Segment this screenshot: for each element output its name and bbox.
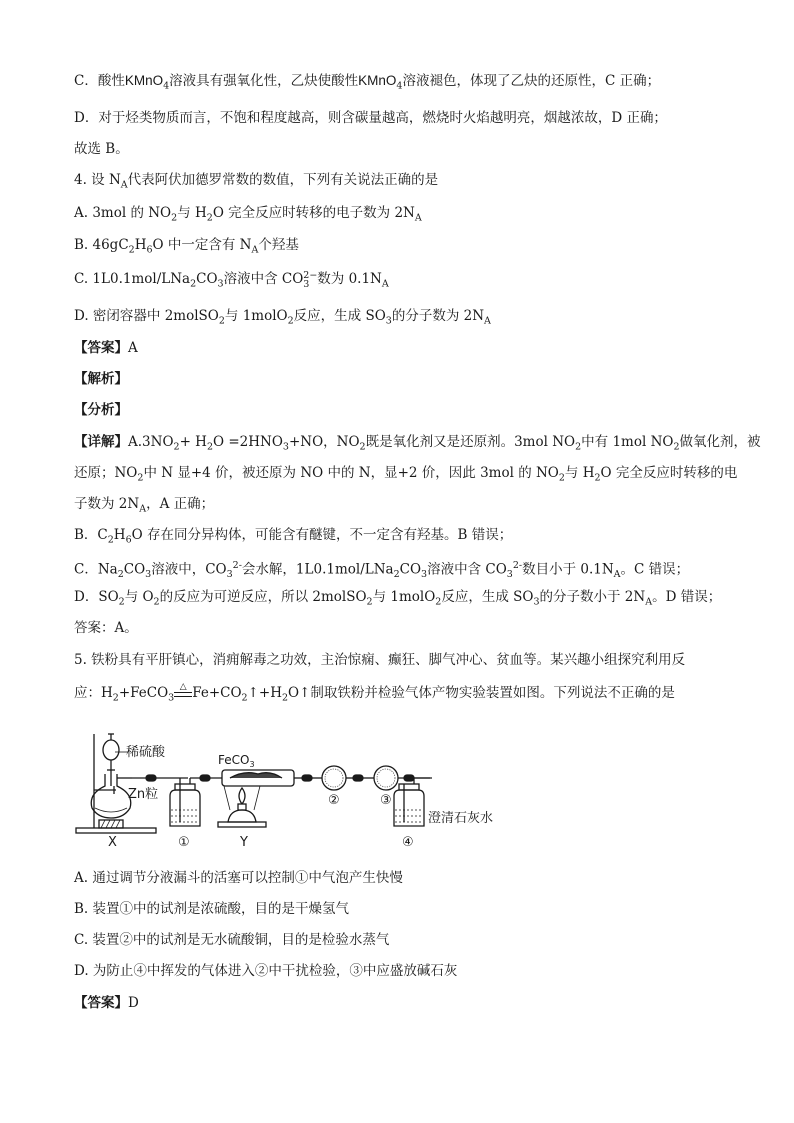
q4-option-a: A. 3mol 的 $NO_2$与 $H_2O$ 完全反应时转移的电子数为 $2N_A$ (74, 205, 422, 224)
label-lime-water: 澄清石灰水 (428, 811, 494, 826)
label-3: ③ (380, 793, 392, 808)
q4-answer: 【答案】A (74, 340, 138, 356)
label-y: Y (240, 835, 248, 848)
q4-option-d: D. 密闭容器中 2molSO$_2$与 1molO$_2$反应，生成 $SO_3$的分子数为 $2N_A$ (74, 308, 491, 327)
question-5-stem-1: 5. 铁粉具有平肝镇心，消痈解毒之功效，主治惊痫、癫狂、脚气冲心、贫血等。某兴趣小组探究利用反 (74, 652, 686, 668)
q5-option-b: B. 装置①中的试剂是浓硫酸，目的是干燥氢气 (74, 901, 350, 917)
q4-detail-c: C．$Na_2CO_3$溶液中，$CO_3^{2-}$会水解，$1L0.1mol/LNa_2CO_3$溶液中含 $CO_3^{2-}$数目小于 $0.1N_A$。C 错误； (74, 560, 690, 581)
label-acid: 稀硫酸 (126, 745, 166, 760)
line-d-option-prev: D．对于烃类物质而言，不饱和程度越高，则含碳量越高，燃烧时火焰越明亮，烟越浓故，D 正确； (74, 110, 667, 126)
q4-detail-line-3: 子数为 $2N_A$，A 正确； (74, 496, 215, 515)
q4-option-b: B. $46gC_2H_6O$ 中一定含有 $N_A$个羟基 (74, 237, 299, 256)
q4-fenxi-heading: 【分析】 (74, 402, 128, 418)
q4-final-answer: 答案：A。 (74, 620, 138, 636)
question-5-stem-2: 应：$H_2+FeCO_3$ △ $Fe+CO_2↑+H_2O↑$制取铁粉并检验气体产物实验装置如图。下列说法不正确的是 (74, 682, 675, 704)
wash-bottle-1 (170, 778, 222, 826)
q5-option-a: A. 通过调节分液漏斗的活塞可以控制①中气泡产生快慢 (74, 870, 403, 886)
q4-detail-line-1: 【详解】$A.3NO_2+ H_2O =2HNO_3+NO$，$NO_2$既是氧化剂又是还原剂。3mol $NO_2$中有 1mol $NO_2$做氧化剂，被 (74, 434, 761, 453)
q4-detail-b: B．$C_2H_6O$ 存在同分异构体，可能含有醚键，不一定含有羟基。B 错误； (74, 527, 513, 546)
apparatus-diagram (70, 726, 510, 848)
line-select-b: 故选 B。 (74, 141, 129, 157)
line-c-option-prev: C．酸性KMnO$_4$溶液具有强氧化性，乙炔使酸性KMnO$_4$溶液褪色，体现了乙炔的还原性，C 正确； (74, 73, 661, 92)
wood-block (99, 820, 123, 828)
label-4: ④ (402, 835, 414, 848)
q5-answer: 【答案】D (74, 995, 139, 1011)
q4-detail-line-2: 还原；$NO_2$中 N 显+4 价，被还原为 NO 中的 N，显+2 价，因此 3mol 的 $NO_2$与 $H_2O$ 完全反应时转移的电 (74, 465, 738, 484)
q4-option-c: C. $1L0.1mol/LNa_2CO_3$溶液中含 CO 2− 3 数为 $0.1N_A$ (74, 269, 389, 290)
question-4-stem: 4. 设 $N_A$代表阿伏加德罗常数的数值，下列有关说法正确的是 (74, 172, 439, 191)
label-x: X (108, 835, 117, 848)
q5-option-d: D. 为防止④中挥发的气体进入②中干扰检验，③中应盛放碱石灰 (74, 963, 458, 979)
label-feco3: FeCO$_3$ (218, 753, 255, 769)
alcohol-lamp (218, 786, 266, 827)
reaction-tube (222, 770, 294, 786)
q4-detail-d: D．$SO_2$与 $O_2$的反应为可逆反应，所以 2molSO$_2$与 1molO$_2$反应，生成 $SO_3$的分子数小于 $2N_A$。D 错误； (74, 589, 722, 608)
label-1: ① (178, 835, 190, 848)
q5-option-c: C. 装置②中的试剂是无水硫酸铜，目的是检验水蒸气 (74, 932, 390, 948)
label-zn: Zn粒 (128, 787, 159, 802)
lime-water-bottle-4 (394, 778, 432, 826)
label-2: ② (328, 793, 340, 808)
q4-jiexi-heading: 【解析】 (74, 371, 128, 387)
